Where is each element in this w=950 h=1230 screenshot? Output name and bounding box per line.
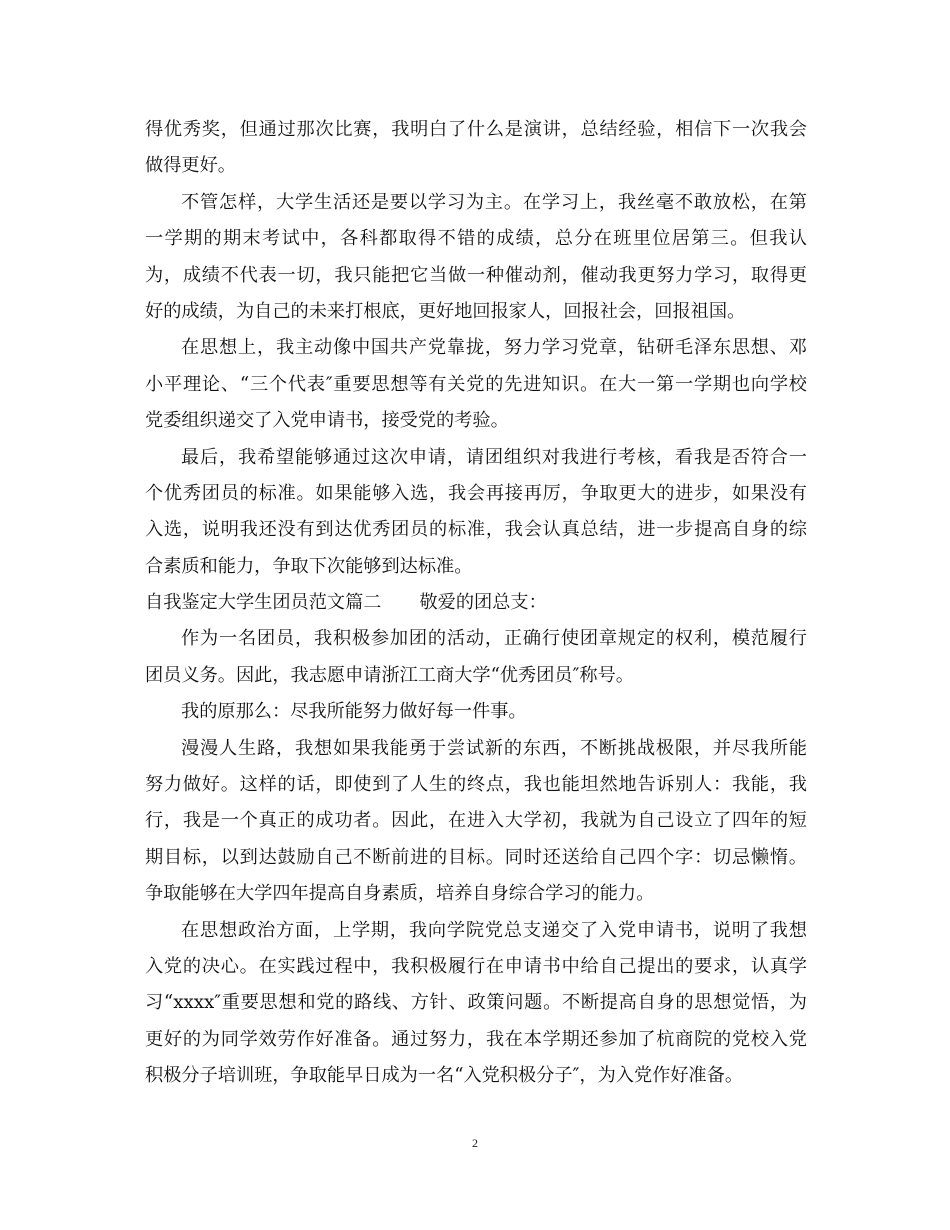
text-line: 积极分子培训班，争取能早日成为一名“入党积极分子″，为入党作好准备。 [145,1065,744,1087]
section-heading [145,585,807,621]
section-title: 自我鉴定大学生团员范文篇二 [145,592,382,614]
text-line: 习“xxxx″重要思想和党的路线、方针、政策问题。不断提高自身的思想觉悟，为 [145,992,807,1014]
text-line: 我的原那么：尽我所能努力做好每一件事。 [181,701,527,723]
text-line: 在思想政治方面，上学期，我向学院党总支递交了入党申请书，说明了我想 [181,919,807,941]
text-line: 合素质和能力，争取下次能够到达标准。 [145,555,473,577]
document-body [145,112,807,1095]
page-number: 2 [472,1136,478,1150]
text-line: 作为一名团员，我积极参加团的活动，正确行使团章规定的权利，模范履行 [181,628,807,650]
text-line: 党委组织递交了入党申请书，接受党的考验。 [145,410,509,432]
text-line: 在思想上，我主动像中国共产党靠拢，努力学习党章，钻研毛泽东思想、邓 [181,337,807,359]
text-line: 入党的决心。在实践过程中，我积极履行在申请书中给自己提出的要求，认真学 [145,955,807,977]
salutation: 敬爱的团总支： [419,592,547,614]
text-line: 一学期的期末考试中，各科都取得不错的成绩，总分在班里位居第三。但我认 [145,228,807,250]
text-line: 不管怎样，大学生活还是要以学习为主。在学习上，我丝毫不敢放松，在第 [181,191,807,213]
text-line: 努力做好。这样的话，即使到了人生的终点，我也能坦然地告诉别人：我能，我 [145,774,807,796]
text-line: 漫漫人生路，我想如果我能勇于尝试新的东西，不断挑战极限，并尽我所能 [181,737,807,759]
text-line: 小平理论、“三个代表″重要思想等有关党的先进知识。在大一第一学期也向学校 [145,373,807,395]
text-line: 好的成绩，为自己的未来打根底，更好地回报家人，回报社会，回报祖国。 [145,300,746,322]
text-line: 个优秀团员的标准。如果能够入选，我会再接再厉，争取更大的进步，如果没有 [145,482,807,504]
text-line: 期目标，以到达鼓励自己不断前进的目标。同时还送给自己四个字：切忌懒惰。 [145,846,807,868]
text-line: 团员义务。因此，我志愿申请浙江工商大学“优秀团员″称号。 [145,664,634,686]
text-line: 争取能够在大学四年提高自身素质，培养自身综合学习的能力。 [145,883,655,905]
text-line: 更好的为同学效劳作好准备。通过努力，我在本学期还参加了杭商院的党校入党 [145,1028,807,1050]
text-line: 得优秀奖，但通过那次比赛，我明白了什么是演讲，总结经验，相信下一次我会 [145,119,807,140]
text-line: 做得更好。 [145,155,236,177]
text-line: 入选，说明我还没有到达优秀团员的标准，我会认真总结，进一步提高自身的综 [145,519,807,541]
text-line: 为，成绩不代表一切，我只能把它当做一种催动剂，催动我更努力学习，取得更 [145,264,807,286]
text-line: 行，我是一个真正的成功者。因此，在进入大学初，我就为自己设立了四年的短 [145,810,807,832]
text-line: 最后，我希望能够通过这次申请，请团组织对我进行考核，看我是否符合一 [181,446,807,468]
